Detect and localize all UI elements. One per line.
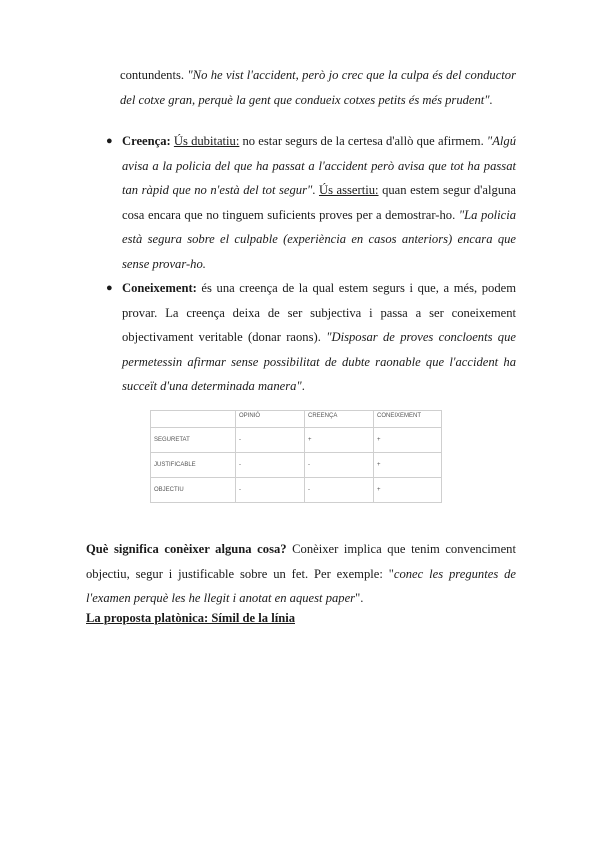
table-row xyxy=(151,453,442,478)
term-coneixement: Coneixement: xyxy=(122,281,197,295)
closing-example: conec les preguntes de l'examen perquè les he llegit i anotat en aquest paper xyxy=(86,566,516,606)
table-header-cell: CONEIXEMENT xyxy=(374,411,442,428)
closing-text: Conèixer implica que tenim convenciment objectiu, segur i justificable sobre un fet. Per exemple: " xyxy=(86,542,516,581)
table-cell: + xyxy=(374,428,442,453)
table-cell: + xyxy=(374,453,442,478)
closing-paragraph xyxy=(86,537,516,611)
text-dubitatiu: no estar segurs de la certesa d'allò que afirmem. xyxy=(239,134,487,148)
closing-question: Què significa conèixer alguna cosa? xyxy=(86,542,287,556)
bullet-icon: ● xyxy=(106,282,113,294)
table-header-row xyxy=(151,411,442,428)
table-cell: + xyxy=(374,478,442,503)
intro-paragraph xyxy=(120,63,516,112)
table-header-cell xyxy=(151,411,236,428)
list-item-coneixement xyxy=(122,276,516,399)
table-cell: - xyxy=(236,428,305,453)
text-assertiu: quan estem segur d'alguna cosa encara que no tinguem suficients proves per a demostrar-ho. xyxy=(122,183,516,222)
bullet-icon: ● xyxy=(106,135,113,147)
table-header-cell: OPINIÓ xyxy=(236,411,305,428)
comparison-table xyxy=(150,410,442,503)
section-heading: La proposta platònica: Símil de la línia xyxy=(86,611,295,625)
example-coneixement: "Disposar de proves concloents que permetessin afirmar sense possibilitat de dubte raonable que l'accident ha succeït d'una determinada manera" xyxy=(122,330,516,394)
table-cell: - xyxy=(305,478,374,503)
table-cell: - xyxy=(236,453,305,478)
table-cell: - xyxy=(305,453,374,478)
intro-lead: contundents. xyxy=(120,68,188,82)
list-item-creenca xyxy=(122,129,516,277)
subterm-dubitatiu: Ús dubitatiu: xyxy=(173,134,240,148)
text-tail: . xyxy=(301,379,305,394)
table-row xyxy=(151,478,442,503)
term-creenca: Creença: xyxy=(122,134,171,148)
table-cell: - xyxy=(236,478,305,503)
table-cell: + xyxy=(305,428,374,453)
closing-tail: ". xyxy=(355,591,364,606)
separator: . xyxy=(312,183,319,198)
example-assertiu: "La policia està segura sobre el culpable (experiència en casos anteriors) encara que sense provar-ho. xyxy=(122,207,516,271)
example-dubitatiu: "Algú avisa a la policia del que ha passat a l'accident però avisa que tot ha passat tan ràpid que no n'està del tot segur" xyxy=(122,134,516,198)
table-row xyxy=(151,428,442,453)
text-coneixement: és una creença de la qual estem segurs i que, a més, podem provar. La creença deixa de ser subjectiva i passa a ser coneixement objectivament veritable (donar raons). xyxy=(122,281,516,345)
table-cell: OBJECTIU xyxy=(151,478,236,503)
table-header-cell: CREENÇA xyxy=(305,411,374,428)
subterm-assertiu: Ús assertiu: xyxy=(318,183,379,198)
table-cell: SEGURETAT xyxy=(151,428,236,453)
intro-example: "No he vist l'accident, però jo crec que la culpa és del conductor del cotxe gran, perquè la gent que condueix cotxes petits és més prudent". xyxy=(120,68,516,107)
table-cell: JUSTIFICABLE xyxy=(151,453,236,478)
